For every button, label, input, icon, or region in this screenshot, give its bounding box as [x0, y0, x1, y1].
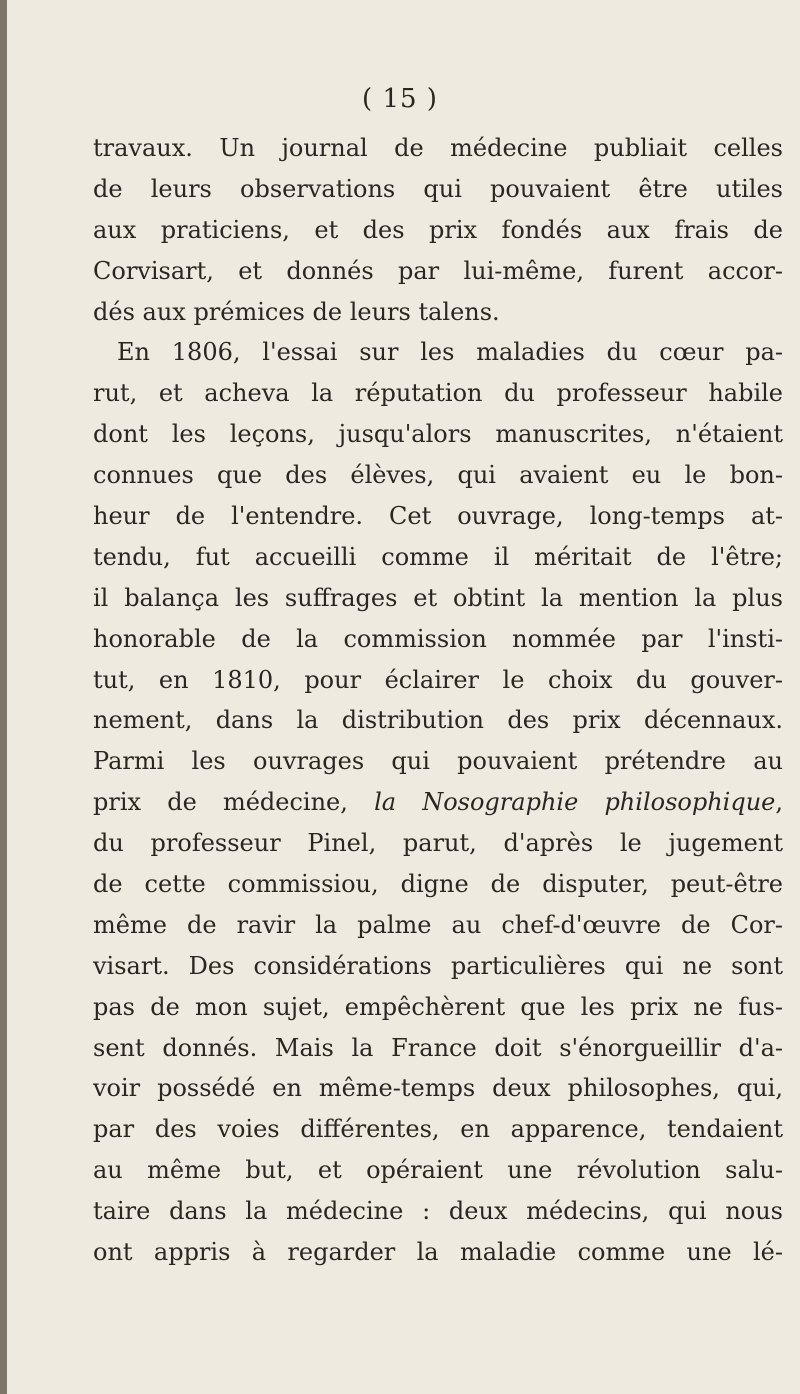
text-line: taire dans la médecine : deux médecins, qui nous: [93, 1197, 783, 1226]
text-line: visart. Des considérations particulières qui ne sont: [93, 951, 783, 980]
text-line: même de ravir la palme au chef-d'œuvre de Cor-: [93, 910, 783, 939]
body-text: [93, 128, 783, 1273]
text-line: aux praticiens, et des prix fondés aux frais de: [93, 215, 783, 244]
book-title: la Nosographie philosophique: [374, 788, 776, 817]
text-line: heur de l'entendre. Cet ouvrage, long-temps at-: [93, 502, 783, 531]
text-line: du professeur Pinel, parut, d'après le jugement: [93, 829, 783, 858]
text-line: Corvisart, et donnés par lui-même, furent accor-: [93, 256, 783, 285]
text-line-with-title: [93, 782, 783, 823]
text-line: tut, en 1810, pour éclairer le choix du gouver-: [93, 665, 783, 694]
page-edge-shadow: [0, 0, 7, 1394]
text-line: de cette commissiou, digne de disputer, peut-être: [93, 870, 783, 899]
text-line: Parmi les ouvrages qui pouvaient prétendre au: [93, 747, 783, 776]
text-line: sent donnés. Mais la France doit s'énorgueillir d'a-: [93, 1033, 783, 1062]
text-line: voir possédé en même-temps deux philosophes, qui,: [93, 1074, 783, 1103]
text-line: dont les leçons, jusqu'alors manuscrites, n'étaient: [93, 420, 783, 449]
text-line: honorable de la commission nommée par l'insti-: [93, 624, 783, 653]
text-line: dés aux prémices de leurs talens.: [93, 297, 500, 326]
text-line: connues que des élèves, qui avaient eu le bon-: [93, 461, 783, 490]
text-line-paragraph-start: En 1806, l'essai sur les maladies du cœur pa-: [117, 338, 783, 367]
text-line: nement, dans la distribution des prix décennaux.: [93, 706, 783, 735]
text-line: tendu, fut accueilli comme il méritait de l'être;: [93, 542, 783, 571]
text-line: par des voies différentes, en apparence, tendaient: [93, 1115, 783, 1144]
text-line: rut, et acheva la réputation du professeur habile: [93, 379, 783, 408]
text-line: pas de mon sujet, empêchèrent que les prix ne fus-: [93, 992, 783, 1021]
page-number: ( 15 ): [362, 84, 438, 114]
text-line: il balança les suffrages et obtint la mention la plus: [93, 583, 783, 612]
text-segment: prix de médecine,: [93, 788, 375, 817]
text-line: ont appris à regarder la maladie comme une lé-: [93, 1238, 783, 1267]
text-line: au même but, et opéraient une révolution salu-: [93, 1156, 783, 1185]
text-line: de leurs observations qui pouvaient être utiles: [93, 174, 783, 203]
text-line: travaux. Un journal de médecine publiait celles: [93, 134, 783, 162]
text-segment: ,: [775, 788, 783, 817]
